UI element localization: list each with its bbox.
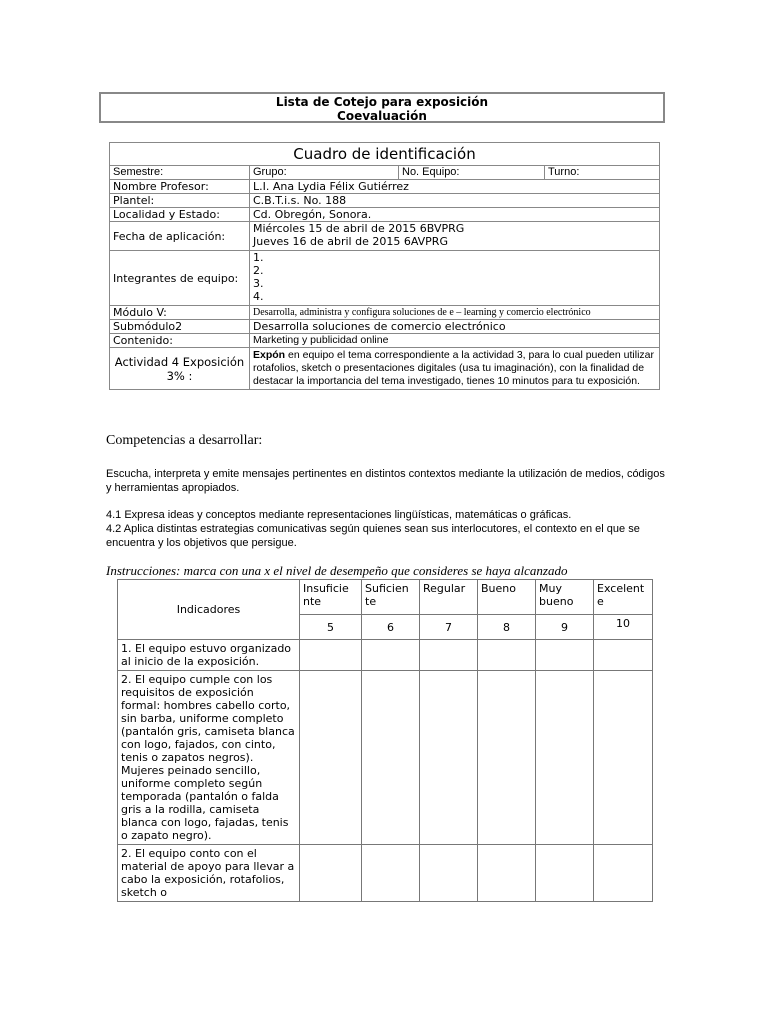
checkbox-cell[interactable]: [300, 640, 362, 671]
identification-table-title: Cuadro de identificación: [110, 143, 660, 166]
document-subtitle: Coevaluación: [337, 109, 427, 123]
competencia-4-1: 4.1 Expresa ideas y conceptos mediante representaciones lingüísticas, matemáticas o gráficas.: [106, 509, 572, 521]
checkbox-cell[interactable]: [594, 671, 653, 845]
indicator-row-2: 2. El equipo cumple con los requisitos de exposición formal: hombres cabello corto, sin barba, uniforme completo (pantalón gris, camiseta blanca con logo, fajados, con cinto, tenis o zapatos negros). Mujeres peinado sencillo, uniforme completo según temporada (pantalón o falda gris a la rodilla, camiseta blanca con logo, fajadas, tenis o zapato negro).: [118, 671, 300, 845]
competencias-heading: Competencias a desarrollar:: [106, 433, 263, 448]
grupo-label: Grupo:: [250, 166, 399, 180]
integrante-4: 4.: [253, 290, 264, 303]
integrante-1: 1.: [253, 251, 264, 264]
modulo-label: Módulo V:: [110, 306, 250, 320]
identification-table: [109, 142, 660, 390]
checkbox-cell[interactable]: [362, 671, 420, 845]
score-6: 6: [362, 615, 420, 640]
no-equipo-label: No. Equipo:: [399, 166, 545, 180]
level-regular: Regular: [420, 580, 478, 615]
level-muy-bueno: Muy bueno: [536, 580, 594, 615]
plantel-label: Plantel:: [110, 194, 250, 208]
level-bueno: Bueno: [478, 580, 536, 615]
document-title: Lista de Cotejo para exposición: [275, 95, 489, 109]
score-8: 8: [478, 615, 536, 640]
fecha-value: [250, 222, 660, 251]
actividad-verb: Expón: [253, 349, 286, 361]
checkbox-cell[interactable]: [420, 671, 478, 845]
localidad-value: Cd. Obregón, Sonora.: [250, 208, 660, 222]
checkbox-cell[interactable]: [594, 845, 653, 902]
checkbox-cell[interactable]: [420, 640, 478, 671]
score-5: 5: [300, 615, 362, 640]
competencia-4-2: 4.2 Aplica distintas estrategias comunicativas según quienes sean sus interlocutores, el contexto en el que se encuentra y los objetivos que persigue.: [106, 523, 640, 549]
nombre-profesor-value: L.I. Ana Lydia Félix Gutiérrez: [250, 180, 660, 194]
score-9: 9: [536, 615, 594, 640]
integrante-2: 2.: [253, 264, 264, 277]
score-7: 7: [420, 615, 478, 640]
integrante-3: 3.: [253, 277, 264, 290]
level-excelente: Excelent e: [594, 580, 653, 615]
actividad-text: en equipo el tema correspondiente a la actividad 3, para lo cual pueden utilizar rotafolios, sketch o presentaciones digitales (usa tu imaginación), con la finalidad de destacar la importancia del tema investigado, tienes 10 minutos para tu exposición.: [253, 349, 654, 387]
contenido-value: Marketing y publicidad online: [250, 334, 660, 348]
score-10: 10: [594, 615, 653, 640]
checkbox-cell[interactable]: [300, 671, 362, 845]
checkbox-cell[interactable]: [536, 845, 594, 902]
competencia-general: Escucha, interpreta y emite mensajes pertinentes en distintos contextos mediante la utilización de medios, códigos y herramientas apropiados.: [106, 468, 665, 494]
semestre-label: Semestre:: [110, 166, 250, 180]
submodulo-value: Desarrolla soluciones de comercio electrónico: [250, 320, 660, 334]
level-suficiente: Suficien te: [362, 580, 420, 615]
indicator-row-1: 1. El equipo estuvo organizado al inicio de la exposición.: [118, 640, 300, 671]
integrantes-label: Integrantes de equipo:: [110, 251, 250, 306]
fecha-label: Fecha de aplicación:: [110, 222, 250, 251]
actividad-label: Actividad 4 Exposición 3% :: [110, 348, 250, 390]
checkbox-cell[interactable]: [300, 845, 362, 902]
checkbox-cell[interactable]: [362, 640, 420, 671]
fecha-line-1: Miércoles 15 de abril de 2015 6BVPRG: [253, 222, 465, 235]
turno-label: Turno:: [545, 166, 660, 180]
integrantes-list: [250, 251, 660, 306]
indicadores-header: Indicadores: [118, 580, 300, 640]
fecha-line-2: Jueves 16 de abril de 2015 6AVPRG: [253, 235, 448, 248]
checkbox-cell[interactable]: [536, 671, 594, 845]
evaluation-table: [117, 579, 653, 902]
checkbox-cell[interactable]: [362, 845, 420, 902]
checkbox-cell[interactable]: [594, 640, 653, 671]
indicator-row-3: 2. El equipo conto con el material de apoyo para llevar a cabo la exposición, rotafolios, sketch o: [118, 845, 300, 902]
document-title-box: [99, 92, 665, 123]
contenido-label: Contenido:: [110, 334, 250, 348]
checkbox-cell[interactable]: [536, 640, 594, 671]
level-insuficiente: Insuficie nte: [300, 580, 362, 615]
actividad-description: [250, 348, 660, 390]
checkbox-cell[interactable]: [478, 845, 536, 902]
instructions-text: Instrucciones: marca con una x el nivel de desempeño que consideres se haya alcanzado: [106, 563, 568, 578]
checkbox-cell[interactable]: [478, 671, 536, 845]
checkbox-cell[interactable]: [478, 640, 536, 671]
submodulo-label: Submódulo2: [110, 320, 250, 334]
checkbox-cell[interactable]: [420, 845, 478, 902]
nombre-profesor-label: Nombre Profesor:: [110, 180, 250, 194]
plantel-value: C.B.T.i.s. No. 188: [250, 194, 660, 208]
localidad-label: Localidad y Estado:: [110, 208, 250, 222]
modulo-value: Desarrolla, administra y configura soluciones de e – learning y comercio electrónico: [250, 306, 660, 320]
